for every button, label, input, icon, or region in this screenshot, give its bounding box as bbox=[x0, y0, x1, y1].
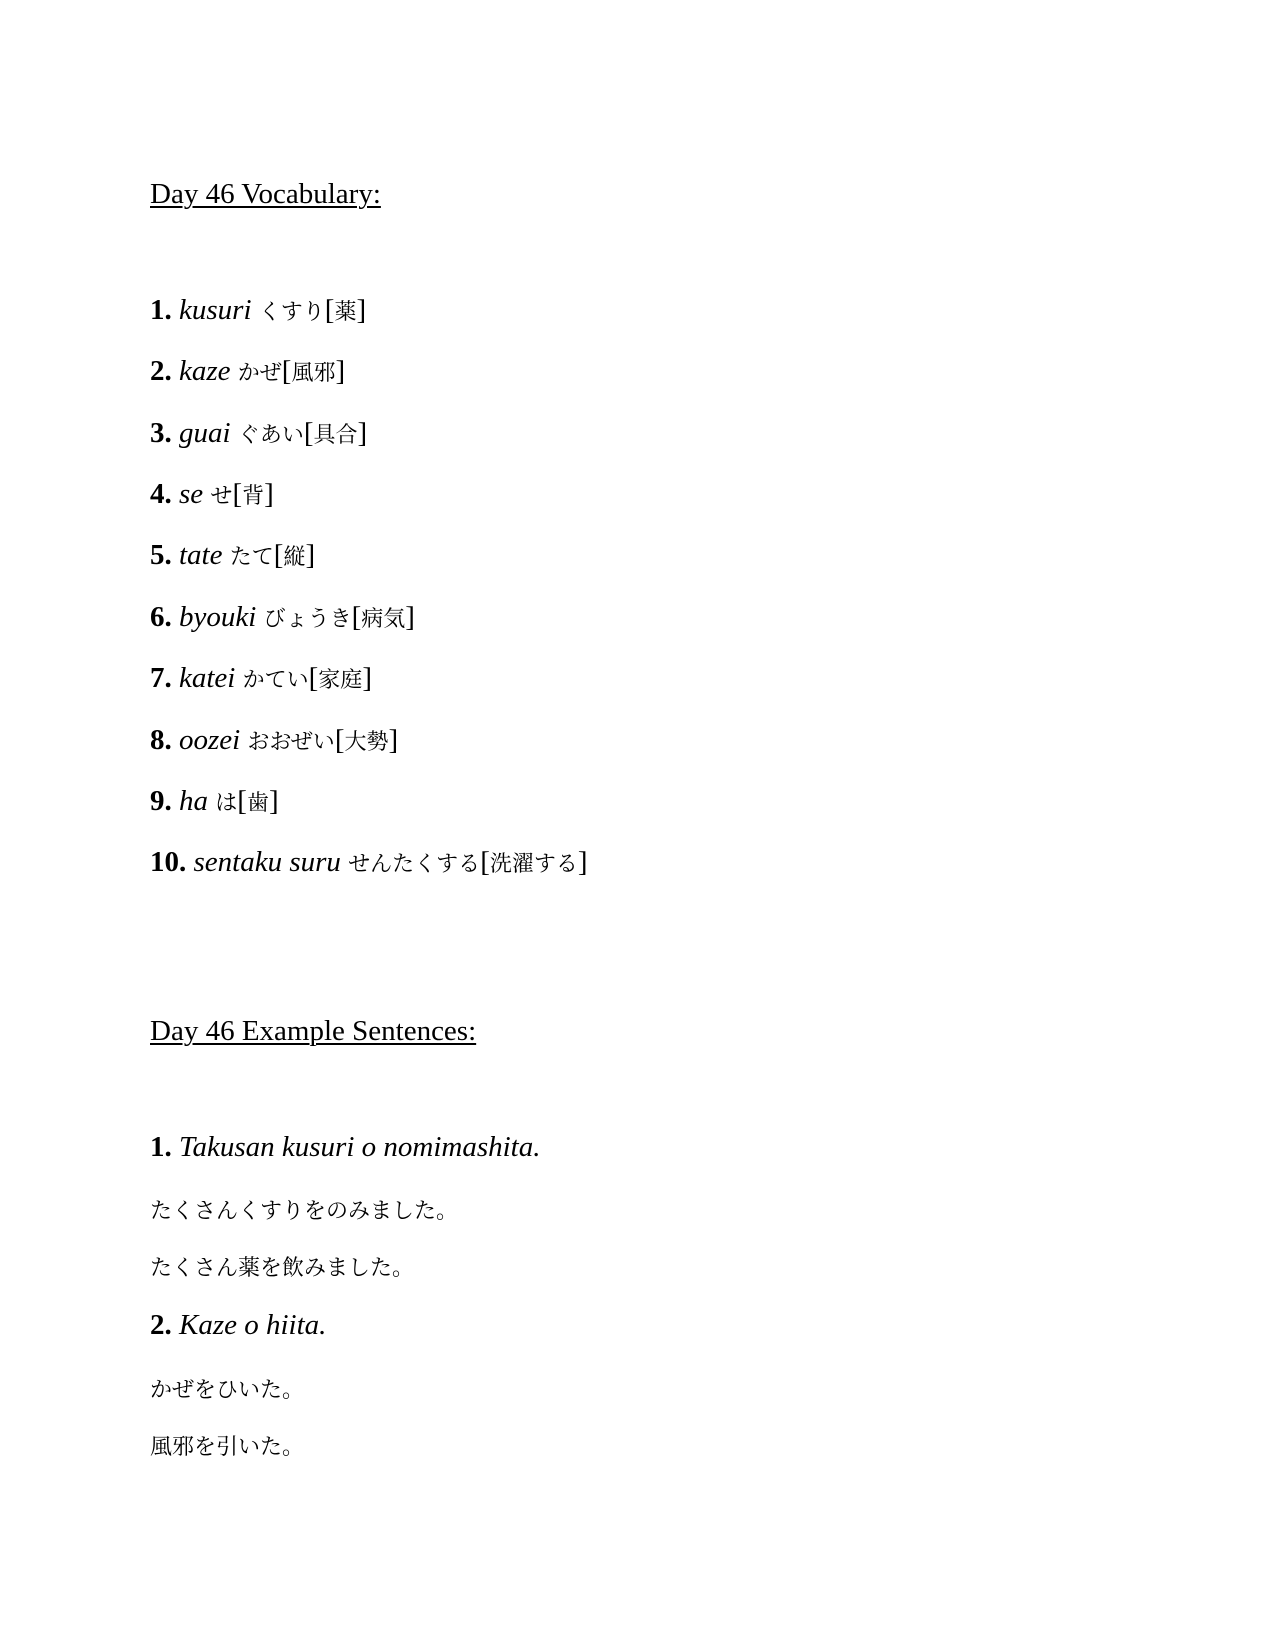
vocab-kanji: 洗濯する bbox=[489, 852, 578, 877]
vocab-kanji: 縦 bbox=[283, 545, 306, 570]
vocab-item-5: 5. tate たて[縦] bbox=[150, 539, 316, 571]
vocab-number: 9. bbox=[150, 785, 172, 817]
sentences-heading: Day 46 Example Sentences: bbox=[150, 1015, 477, 1047]
sentence-1-romaji bbox=[150, 1131, 540, 1164]
vocab-kanji: 風邪 bbox=[291, 361, 336, 386]
vocab-item-4: 4. se せ[背] bbox=[150, 478, 274, 510]
sentence-2-kana: かぜをひいた。 bbox=[150, 1378, 305, 1403]
vocab-number: 10. bbox=[150, 846, 187, 878]
vocab-number: 3. bbox=[150, 417, 172, 449]
vocab-item-3: 3. guai ぐあい[具合] bbox=[150, 417, 368, 449]
vocab-kanji: 家庭 bbox=[318, 668, 363, 693]
vocab-number: 2. bbox=[150, 355, 172, 387]
vocab-kanji: 歯 bbox=[246, 791, 269, 816]
sentence-number: 1. bbox=[150, 1131, 172, 1163]
vocab-kanji: 具合 bbox=[313, 423, 358, 448]
vocab-kanji: 大勢 bbox=[344, 730, 389, 755]
sentence-1-kanji: たくさん薬を飲みました。 bbox=[150, 1256, 415, 1281]
vocab-kanji: 背 bbox=[242, 484, 265, 509]
vocab-kana: せ bbox=[210, 484, 233, 509]
vocab-romaji: katei bbox=[179, 662, 236, 694]
sentence-2-romaji bbox=[150, 1309, 326, 1342]
vocab-number: 8. bbox=[150, 724, 172, 756]
vocab-item-9: 9. ha は[歯] bbox=[150, 785, 279, 817]
vocab-kana: びょうき bbox=[263, 607, 352, 632]
vocab-number: 6. bbox=[150, 601, 172, 633]
vocab-number: 5. bbox=[150, 539, 172, 571]
vocab-kana: おおぜい bbox=[247, 730, 335, 755]
vocab-romaji: ha bbox=[179, 785, 208, 817]
vocab-kana: は bbox=[215, 791, 238, 816]
sentence-2-kanji: 風邪を引いた。 bbox=[150, 1435, 305, 1460]
vocab-romaji: sentaku suru bbox=[193, 846, 341, 878]
sentence-romaji-text: Takusan kusuri o nomimashita. bbox=[179, 1131, 541, 1163]
vocab-romaji: se bbox=[179, 478, 204, 510]
vocab-number: 1. bbox=[150, 294, 172, 326]
vocab-kana: せんたくする bbox=[348, 852, 481, 877]
vocab-romaji: guai bbox=[179, 417, 231, 449]
sentence-1-kana: たくさんくすりをのみました。 bbox=[150, 1199, 459, 1224]
vocab-kana: かてい bbox=[242, 668, 309, 693]
vocab-kana: たて bbox=[229, 545, 274, 570]
vocab-romaji: tate bbox=[179, 539, 223, 571]
sentence-number: 2. bbox=[150, 1309, 172, 1341]
vocab-item-10: 10. sentaku suru せんたくする[洗濯する] bbox=[150, 846, 588, 878]
vocab-romaji: byouki bbox=[179, 601, 257, 633]
sentence-romaji-text: Kaze o hiita. bbox=[179, 1309, 327, 1341]
vocab-kana: くすり bbox=[258, 300, 325, 325]
vocab-kanji: 病気 bbox=[361, 607, 406, 632]
vocab-kana: ぐあい bbox=[237, 423, 304, 448]
vocab-romaji: oozei bbox=[179, 724, 241, 756]
vocab-kana: かぜ bbox=[237, 361, 282, 386]
vocab-item-2: 2. kaze かぜ[風邪] bbox=[150, 355, 346, 387]
vocab-kanji: 薬 bbox=[334, 300, 357, 325]
vocab-romaji: kusuri bbox=[179, 294, 252, 326]
vocab-item-6: 6. byouki びょうき[病気] bbox=[150, 601, 415, 633]
vocab-romaji: kaze bbox=[179, 355, 231, 387]
vocab-item-7: 7. katei かてい[家庭] bbox=[150, 662, 372, 694]
vocab-number: 4. bbox=[150, 478, 172, 510]
vocabulary-heading: Day 46 Vocabulary: bbox=[150, 178, 381, 210]
vocab-number: 7. bbox=[150, 662, 172, 694]
vocab-item-8: 8. oozei おおぜい[大勢] bbox=[150, 724, 399, 756]
vocab-item-1: 1. kusuri くすり[薬] bbox=[150, 294, 367, 326]
